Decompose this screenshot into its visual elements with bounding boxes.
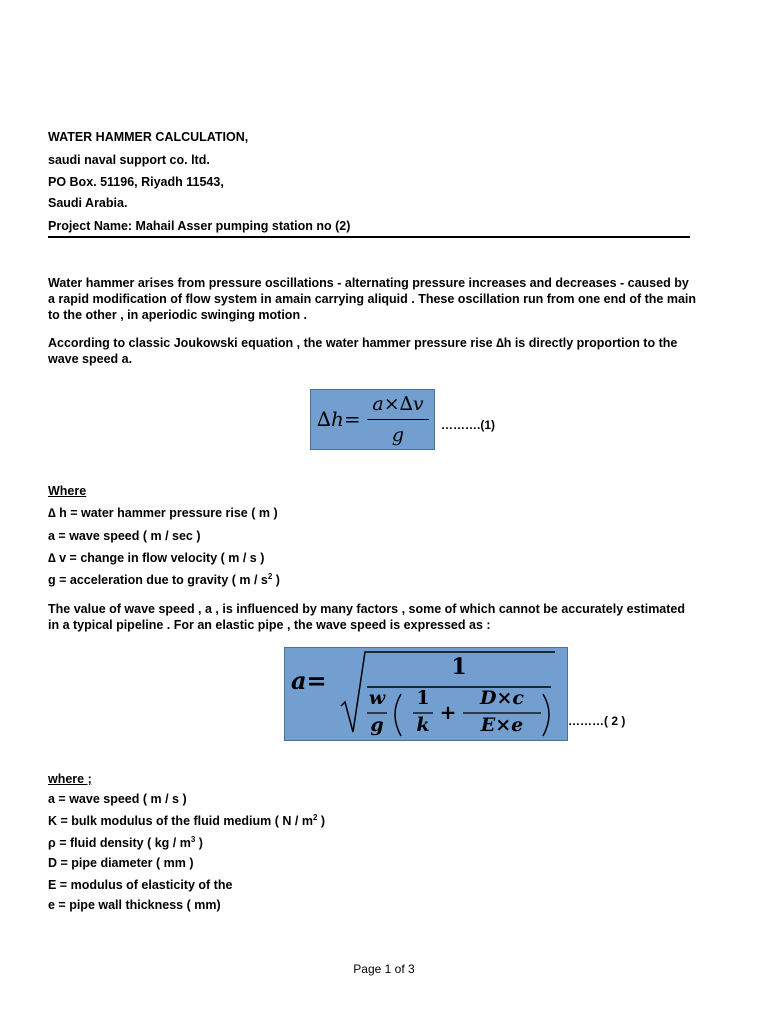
equation-2-box — [284, 647, 568, 741]
eq2-dc: D×c — [480, 687, 524, 709]
eq2-plus: + — [439, 700, 457, 724]
wave-speed-paragraph: The value of wave speed , a , is influenced by many factors , some of which cannot be accurately estimated in a typical pipeline . For an elastic pipe , the wave speed is expressed as : — [48, 602, 686, 632]
equation-1-tag: ……….(1) — [441, 418, 495, 432]
eq2-k: k — [416, 714, 430, 736]
header-project-name: Project Name: Mahail Asser pumping station no (2) — [48, 219, 351, 233]
where2-item-k-text: K = bulk modulus of the fluid medium ( N / m — [48, 814, 313, 828]
where2-item-rho-text: ρ = fluid density ( kg / m — [48, 836, 191, 850]
eq2-numerator: 1 — [451, 654, 467, 680]
eq2-w: w — [368, 687, 386, 709]
header-company-title: WATER HAMMER CALCULATION, — [48, 130, 249, 144]
page-number: Page 1 of 3 — [353, 962, 415, 976]
where2-item-k-sup: 2 — [312, 812, 318, 822]
eq2-ee: E×e — [480, 714, 524, 736]
where2-item-d: D = pipe diameter ( mm ) — [48, 856, 194, 870]
where2-item-e-thickness: e = pipe wall thickness ( mm) — [48, 898, 221, 912]
eq2-g: g — [370, 714, 384, 736]
where-heading: Where — [48, 484, 87, 498]
eq1-fraction-bar — [367, 419, 429, 420]
eq2-one: 1 — [416, 687, 430, 709]
where2-heading: where ; — [48, 772, 92, 786]
eq1-denominator: g — [391, 424, 405, 446]
header-divider — [48, 236, 690, 238]
where2-item-e-modulus: E = modulus of elasticity of the — [48, 878, 233, 892]
where-item-a: a = wave speed ( m / sec ) — [48, 529, 201, 543]
where2-item-rho-sup: 3 — [190, 834, 196, 844]
eq1-lhs: ∆h= — [317, 407, 361, 431]
where-item-g-text: g = acceleration due to gravity ( m / s — [48, 573, 268, 587]
eq1-numerator: a×∆v — [372, 393, 424, 415]
where2-item-k — [48, 813, 325, 829]
where2-item-a: a = wave speed ( m / s ) — [48, 792, 187, 806]
eq2-right-paren — [543, 694, 549, 736]
where2-item-rho — [48, 835, 203, 851]
header-country: Saudi Arabia. — [48, 196, 128, 210]
equation-2-tag: ………( 2 ) — [568, 714, 626, 728]
joukowski-paragraph: According to classic Joukowski equation , the water hammer pressure rise ∆h is directly proportion to the wave speed a. — [48, 336, 678, 366]
where-item-g-tail: ) — [272, 573, 280, 587]
equation-1-box — [310, 389, 435, 450]
where-item-g — [48, 572, 280, 588]
where-item-dv: ∆ v = change in flow velocity ( m / s ) — [48, 551, 265, 565]
where2-item-k-tail: ) — [317, 814, 326, 828]
eq2-left-paren — [395, 694, 401, 736]
where-item-g-sup: 2 — [267, 571, 273, 581]
where-item-dh: ∆ h = water hammer pressure rise ( m ) — [48, 506, 278, 520]
where2-item-rho-tail: ) — [195, 836, 203, 850]
header-company-name: saudi naval support co. ltd. — [48, 153, 210, 167]
header-address: PO Box. 51196, Riyadh 11543, — [48, 175, 224, 189]
intro-paragraph: Water hammer arises from pressure oscillations - alternating pressure increases and decreases - caused by a rapid modification of flow system in amain carrying aliquid . These oscillation run from one end of the main to the other , in aperiodic swinging motion . — [48, 276, 697, 322]
eq2-lhs: a= — [291, 666, 327, 695]
